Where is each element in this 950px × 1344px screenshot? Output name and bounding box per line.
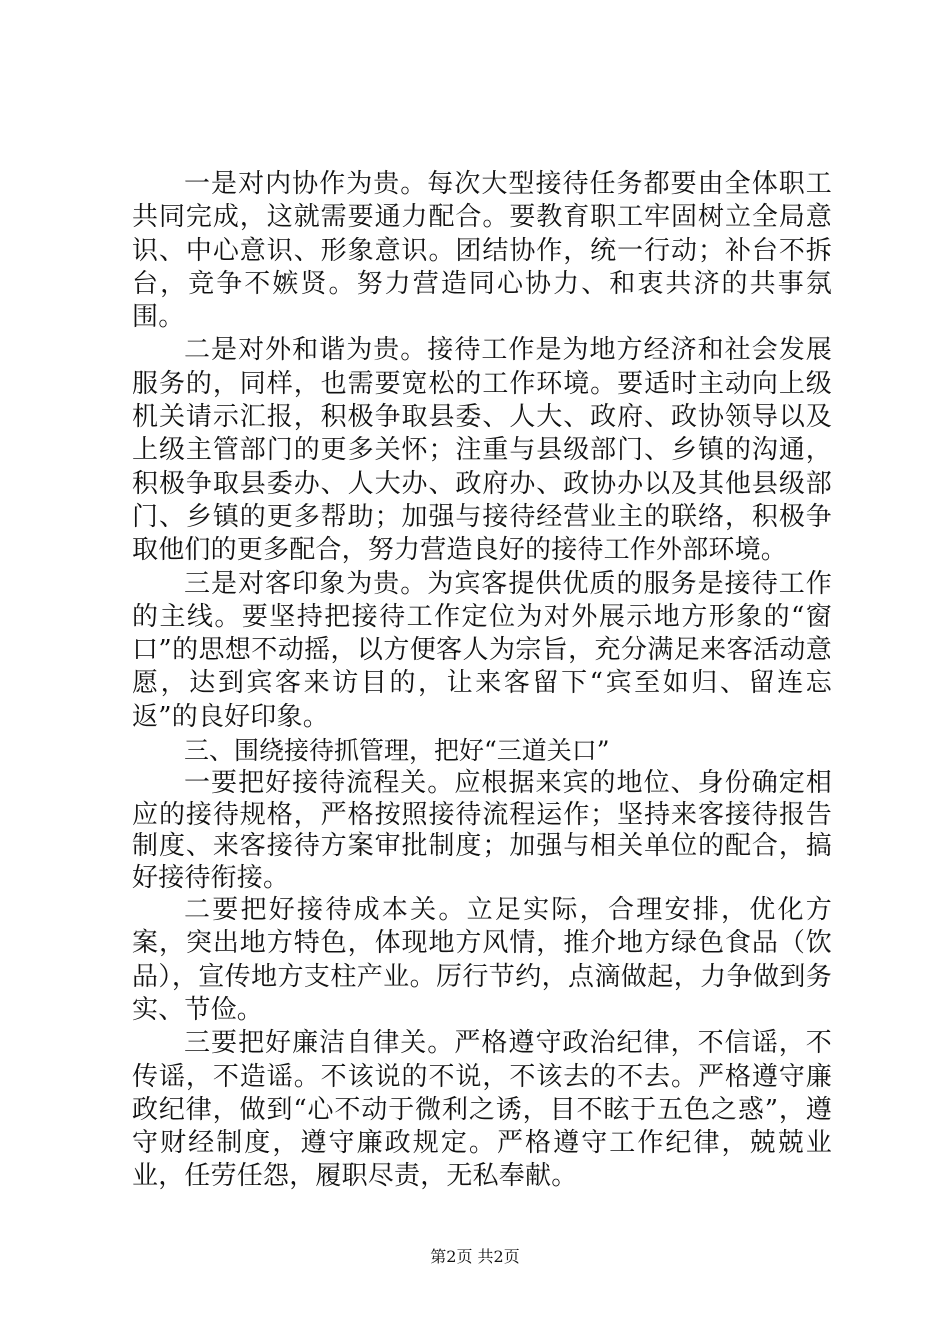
paragraph-process-check: 一要把好接待流程关。应根据来宾的地位、身份确定相应的接待规格，严格按照接待流程运作；坚持来客接待报告制度、来客接待方案审批制度；加强与相关单位的配合，搞好接待衔接。 (132, 768, 832, 893)
paragraph-cost-check: 二要把好接待成本关。立足实际，合理安排，优化方案，突出地方特色，体现地方风情，推介地方绿色食品（饮品），宣传地方支柱产业。厉行节约，点滴做起，力争做到务实、节俭。 (132, 895, 832, 1025)
paragraph-internal-cooperation: 一是对内协作为贵。每次大型接待任务都要由全体职工共同完成，这就需要通力配合。要教育职工牢固树立全局意识、中心意识、形象意识。团结协作，统一行动；补台不拆台，竞争不嫉贤。努力营造同心协力、和衷共济的共事氛围。 (132, 169, 832, 333)
paragraph-guest-impression: 三是对客印象为贵。为宾客提供优质的服务是接待工作的主线。要坚持把接待工作定位为对外展示地方形象的“窗口”的思想不动摇，以方便客人为宗旨，充分满足来客活动意愿，达到宾客来访目的，让来客留下“宾至如归、留连忘返”的良好印象。 (132, 568, 832, 732)
document-body (132, 168, 832, 1194)
paragraph-integrity-check: 三要把好廉洁自律关。严格遵守政治纪律，不信谣，不传谣，不造谣。不该说的不说，不该去的不去。严格遵守廉政纪律，做到“心不动于微利之诱，目不眩于五色之惑”，遵守财经制度，遵守廉政规定。严格遵守工作纪律，兢兢业业，任劳任怨，履职尽责，无私奉献。 (132, 1028, 832, 1192)
paragraph-external-harmony: 二是对外和谐为贵。接待工作是为地方经济和社会发展服务的，同样，也需要宽松的工作环境。要适时主动向上级机关请示汇报，积极争取县委、人大、政府、政协领导以及上级主管部门的更多关怀；注重与县级部门、乡镇的沟通，积极争取县委办、人大办、政府办、政协办以及其他县级部门、乡镇的更多帮助；加强与接待经营业主的联络，积极争取他们的更多配合，努力营造良好的接待工作外部环境。 (132, 335, 832, 566)
page-number-footer: 第2页 共2页 (430, 1247, 520, 1266)
section-heading-three-checkpoints: 三、围绕接待抓管理，把好“三道关口” (184, 736, 610, 766)
